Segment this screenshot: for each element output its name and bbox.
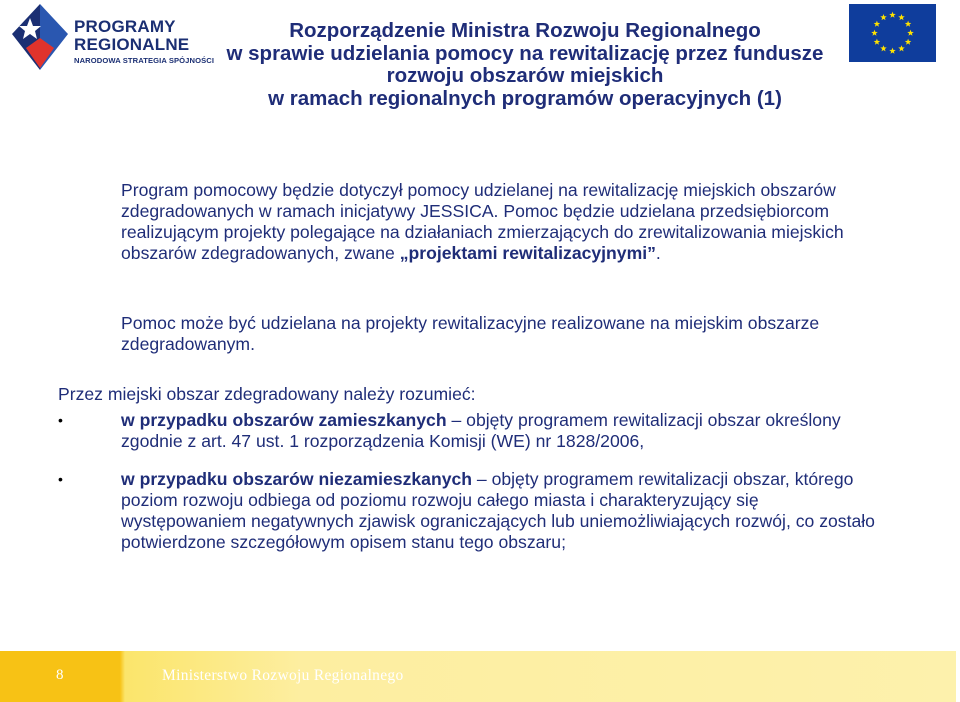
eu-flag-icon [849, 4, 936, 62]
definition-list [58, 410, 878, 553]
footer-bar [0, 651, 956, 702]
page-title [220, 20, 830, 110]
bold-term: „projektami rewitalizacyjnymi” [399, 243, 656, 263]
paragraph-program [121, 180, 881, 264]
list-item-text: – objęty programem rewitalizacji obszar, którego poziom rozwoju odbiega od poziomu rozwoju całego miasta i charakteryzujący się występowaniem negatywnych zjawisk ograniczających lub uniemożliwiających rozwój, co zostało potwierdzone szczegółowym opisem stanu tego obszaru; [121, 469, 875, 552]
title-line: rozwoju obszarów miejskich [386, 64, 664, 87]
paragraph-end: . [655, 243, 661, 263]
logo-text-line1: PROGRAMY [74, 17, 176, 36]
paragraph-aid: Pomoc może być udzielana na projekty rewitalizacyjne realizowane na miejskim obszarze zdegradowanym. [121, 313, 820, 354]
footer-ministry-name: Ministerstwo Rozwoju Regionalnego [162, 667, 404, 684]
list-item-bold: w przypadku obszarów zamieszkanych [121, 410, 447, 430]
list-item [58, 469, 878, 553]
programy-regionalne-logo [10, 4, 215, 70]
paragraph-text: Program pomocowy będzie dotyczył pomocy udzielanej na rewitalizację miejskich obszarów zdegradowanych w ramach inicjatywy JESSICA. Pomoc będzie udzielana przedsiębiorcom realizującym projekty polegające na działaniach zmierzających do zrewitalizowania miejskich obszarów zdegradowanych, zwane [121, 180, 844, 263]
list-item-text: – objęty programem rewitalizacji obszar określony zgodnie z art. 47 ust. 1 rozporządzenia Komisji (WE) nr 1828/2006, [121, 410, 841, 451]
logo-emblem-icon [10, 4, 70, 70]
title-line: Rozporządzenie Ministra Rozwoju Regionalnego [289, 19, 761, 42]
eu-flag-logo [849, 4, 936, 62]
title-line: w ramach regionalnych programów operacyjnych (1) [268, 86, 782, 110]
paragraph-definition: Przez miejski obszar zdegradowany należy rozumieć: [58, 384, 476, 404]
title-line: w sprawie udzielania pomocy na rewitalizację przez fundusze [226, 41, 824, 65]
footer-edge [956, 651, 960, 702]
list-item [58, 410, 878, 452]
bullet-icon: • [58, 471, 63, 487]
bullet-icon: • [58, 412, 63, 428]
logo-text-line2: REGIONALNE [74, 35, 190, 54]
list-item-bold: w przypadku obszarów niezamieszkanych [121, 469, 473, 489]
logo-text-line3: NARODOWA STRATEGIA SPÓJNOŚCI [74, 56, 215, 65]
page-number: 8 [56, 667, 64, 683]
